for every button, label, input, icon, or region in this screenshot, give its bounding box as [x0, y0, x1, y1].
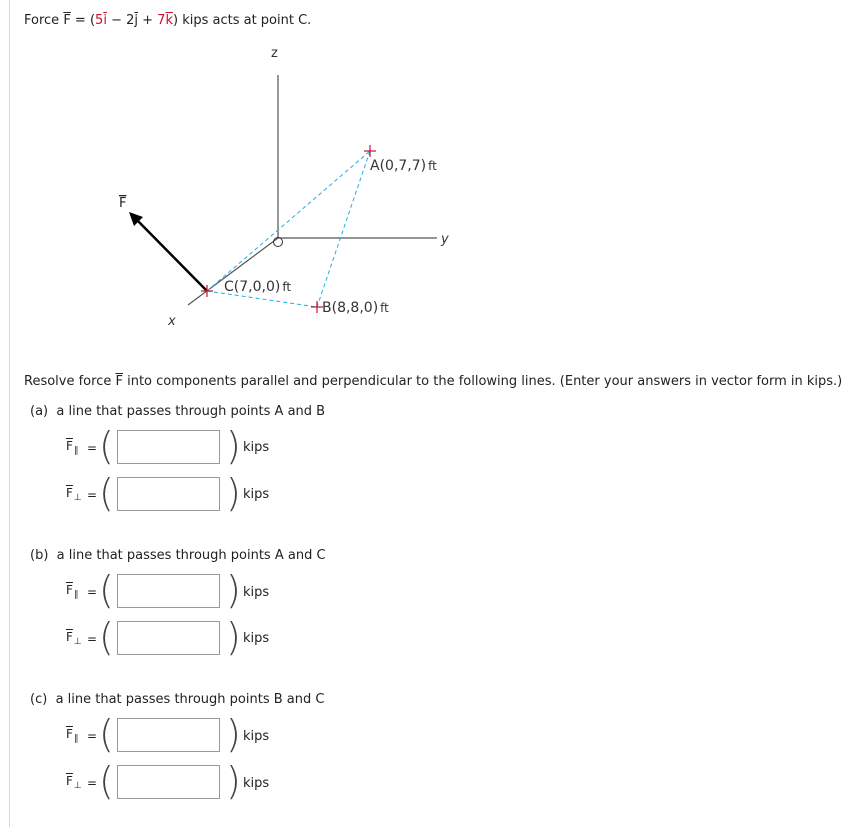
- i-unit: $\overline{i}$: [103, 13, 107, 28]
- point-c-unit: ft: [282, 280, 292, 294]
- force-symbol-label: $\overline{F}$: [66, 583, 73, 597]
- instructions: [24, 374, 842, 389]
- part-c-description: a line that passes through points B and C: [55, 692, 325, 707]
- force-symbol-label: $\overline{F}$: [66, 439, 73, 453]
- open-paren: (: [99, 615, 114, 659]
- equals-sign: =: [87, 776, 98, 790]
- part-b-description: a line that passes through points A and C: [56, 548, 326, 563]
- equals-sign: =: [87, 441, 98, 455]
- close-paren: ): [226, 759, 241, 803]
- unit-kips: kips: [243, 487, 270, 502]
- force-symbol-label: $\overline{F}$: [66, 774, 73, 788]
- open-paren: (: [99, 568, 114, 612]
- unit-kips: kips: [243, 776, 270, 791]
- i-coefficient: 5: [95, 13, 104, 28]
- plus-sign: +: [138, 13, 158, 28]
- unit-kips: kips: [243, 631, 270, 646]
- b-perp-symbol: [66, 630, 82, 647]
- k-unit: $\overline{k}$: [165, 13, 173, 28]
- axis-x-label: x: [168, 314, 176, 329]
- close-paren: ): [226, 712, 241, 756]
- open-paren: (: [99, 471, 114, 515]
- unit-kips: kips: [243, 729, 270, 744]
- point-c-label: [224, 279, 291, 295]
- part-a-description: a line that passes through points A and B: [56, 404, 326, 419]
- perp-subscript: ⊥: [73, 781, 82, 791]
- instructions-prefix: Resolve force: [24, 374, 116, 389]
- geometry-figure: [0, 0, 850, 340]
- c-parallel-symbol: [66, 727, 79, 744]
- unit-kips: kips: [243, 440, 270, 455]
- line-c-a: [207, 151, 370, 291]
- open-paren: (: [99, 712, 114, 756]
- part-b-label: (b): [30, 548, 49, 563]
- equals-sign: =: [87, 632, 98, 646]
- part-b-heading: [30, 548, 326, 563]
- equals-sign: =: [87, 729, 98, 743]
- j-coefficient: − 2: [106, 13, 135, 28]
- problem-prefix: Force: [24, 13, 64, 28]
- point-b-unit: ft: [380, 301, 389, 315]
- unit-kips: kips: [243, 585, 270, 600]
- point-b-coords: B(8,8,0): [322, 300, 379, 316]
- close-paren: ): [226, 615, 241, 659]
- answer-b-parallel-input[interactable]: [117, 574, 220, 608]
- open-paren: (: [99, 424, 114, 468]
- answer-a-parallel-input[interactable]: [117, 430, 220, 464]
- force-symbol-label: $\overline{F}$: [66, 486, 73, 500]
- instructions-force-symbol: $\overline{F}$: [115, 374, 123, 389]
- answer-a-perp-input[interactable]: [117, 477, 220, 511]
- close-paren: ): [226, 471, 241, 515]
- parallel-subscript: ∥: [73, 734, 79, 744]
- k-coefficient: 7: [157, 13, 166, 28]
- problem-suffix: ) kips acts at point C.: [172, 13, 312, 28]
- part-c-label: (c): [30, 692, 48, 707]
- a-perp-symbol: [66, 486, 82, 503]
- b-parallel-symbol: [66, 583, 79, 600]
- a-parallel-symbol: [66, 439, 79, 456]
- instructions-text: into components parallel and perpendicular to the following lines. (Enter your answers in vector form in kips.): [122, 374, 843, 389]
- close-paren: ): [226, 568, 241, 612]
- force-arrow: [136, 219, 207, 291]
- perp-subscript: ⊥: [73, 493, 82, 503]
- line-a-b: [317, 151, 370, 307]
- force-symbol: $\overline{F}$: [63, 13, 71, 28]
- close-paren: ): [226, 424, 241, 468]
- force-symbol-label: $\overline{F}$: [66, 727, 73, 741]
- force-symbol-label: $\overline{F}$: [66, 630, 73, 644]
- axis-y-label: y: [441, 232, 449, 247]
- open-paren: (: [99, 759, 114, 803]
- part-a-label: (a): [30, 404, 49, 419]
- j-unit: $\overline{j}$: [134, 13, 138, 28]
- perp-subscript: ⊥: [73, 637, 82, 647]
- axis-z-label: z: [271, 46, 278, 61]
- problem-eq-open: = (: [70, 13, 96, 28]
- point-a-unit: ft: [428, 159, 437, 173]
- point-b-label: [322, 300, 389, 316]
- equals-sign: =: [87, 585, 98, 599]
- parallel-subscript: ∥: [73, 590, 79, 600]
- force-label: F: [119, 196, 127, 211]
- answer-b-perp-input[interactable]: [117, 621, 220, 655]
- part-c-heading: [30, 692, 324, 707]
- point-c-coords: C(7,0,0): [224, 279, 281, 295]
- part-a-heading: [30, 404, 325, 419]
- point-a-coords: A(0,7,7): [370, 158, 427, 174]
- c-perp-symbol: [66, 774, 82, 791]
- answer-c-perp-input[interactable]: [117, 765, 220, 799]
- answer-c-parallel-input[interactable]: [117, 718, 220, 752]
- parallel-subscript: ∥: [73, 446, 79, 456]
- point-a-label: [370, 158, 437, 174]
- equals-sign: =: [87, 488, 98, 502]
